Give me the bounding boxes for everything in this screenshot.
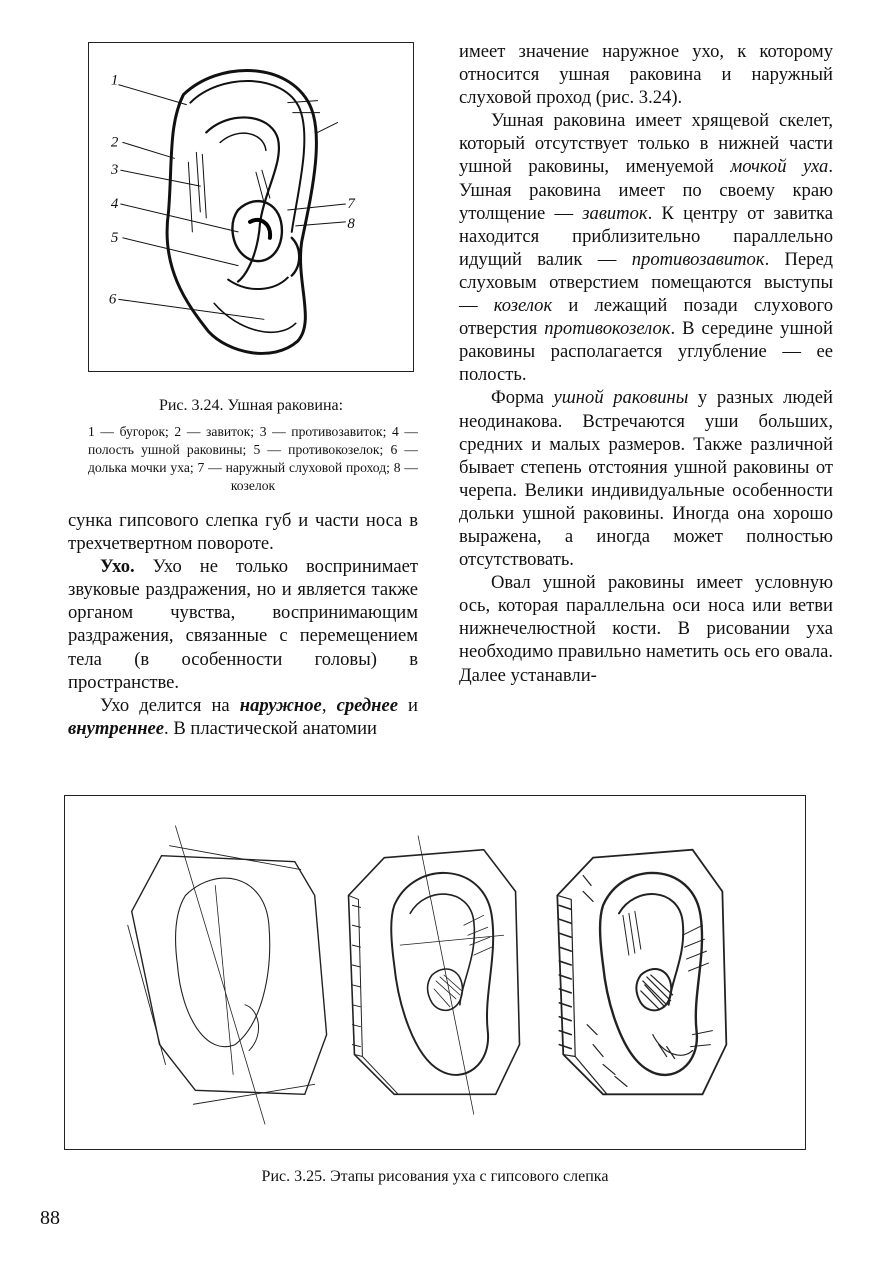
term: завиток [582, 202, 648, 224]
paragraph: сунка гипсового слепка губ и части носа в трехчетвертном повороте. [68, 510, 418, 555]
term: противозавиток [631, 248, 765, 270]
term: ушной раковины [553, 387, 689, 409]
text: . К центру от завитка находится приблизительно параллельно идущий валик — [459, 202, 834, 270]
text: . Перед слуховым отверстием помещаются выступы — [459, 248, 833, 317]
text: и лежащий позади слухового отверстия [459, 295, 833, 340]
term: наружное [239, 694, 322, 716]
figure-ear-drawing-stages [64, 795, 806, 1150]
text: . Ушная раковина имеет по своему краю утолщение — [459, 156, 833, 224]
text: Форма [491, 387, 554, 409]
label-1: 1 [110, 72, 119, 89]
label-5: 5 [110, 229, 119, 246]
figure1-legend: 1 — бугорок; 2 — завиток; 3 — противозавиток; 4 — полость ушной раковины; 5 — противокозелок; 6 — долька мочки уха; 7 — наружный слуховой проход; 8 — козелок [88, 424, 418, 493]
label-8: 8 [347, 215, 355, 232]
label-7: 7 [347, 195, 355, 212]
text: , [321, 694, 337, 716]
heading-ear: Ухо. [100, 556, 135, 578]
term: среднее [336, 694, 398, 716]
paragraph-shape [459, 386, 833, 571]
text: . В пластической анатомии [164, 717, 377, 739]
term: противокозелок [544, 318, 671, 340]
text: Ухо делится на [100, 694, 240, 716]
paragraph-divisions [68, 694, 418, 740]
page-number: 88 [40, 1207, 60, 1229]
term: мочкой уха [730, 156, 829, 178]
left-column [68, 509, 418, 740]
text: . В середине ушной раковины располагается углубление — ее полость. [459, 318, 833, 386]
label-2: 2 [110, 134, 119, 151]
term: козелок [493, 295, 553, 317]
figure2-caption: Рис. 3.25. Этапы рисования уха с гипсового слепка [261, 1168, 609, 1185]
term: внутреннее [68, 717, 165, 739]
figure1-caption: Рис. 3.24. Ушная раковина: [158, 397, 344, 414]
ear-anatomy-drawing [89, 43, 413, 371]
label-3: 3 [110, 162, 119, 179]
ear-stages-drawing [65, 796, 805, 1149]
label-6: 6 [108, 291, 117, 308]
paragraph-ear [68, 555, 418, 694]
text: и [397, 694, 419, 716]
label-4: 4 [110, 195, 119, 212]
right-column [459, 40, 833, 687]
figure-ear-anatomy [88, 42, 414, 372]
text: Ухо не только воспринимает звуковые раздражения, но и является также органом чувства, воспринимающим раздражения, связанные с перемещением тела (в особенности головы) в пространстве. [68, 556, 418, 693]
paragraph-auricle [459, 109, 833, 386]
paragraph: имеет значение наружное ухо, к которому относится ушная раковина и наружный слуховой проход (рис. 3.24). [459, 41, 833, 109]
text: у разных людей неодинакова. Встречаются уши больших, средних и малых размеров. Также различной бывает степень отстояния ушной раковины от черепа. Велики индивидуальные особенности дольки ушной раковины. Иногда она хорошо выражена, а иногда может полностью отсутствовать. [459, 387, 833, 571]
paragraph-axis: Овал ушной раковины имеет условную ось, которая параллельна оси носа или ветви нижнечелюстной кости. В рисовании уха необходимо правильно наметить ось его овала. Далее устанавли- [459, 572, 833, 686]
text: Ушная раковина имеет хрящевой скелет, который отсутствует только в нижней части ушной раковины, именуемой [459, 110, 833, 178]
